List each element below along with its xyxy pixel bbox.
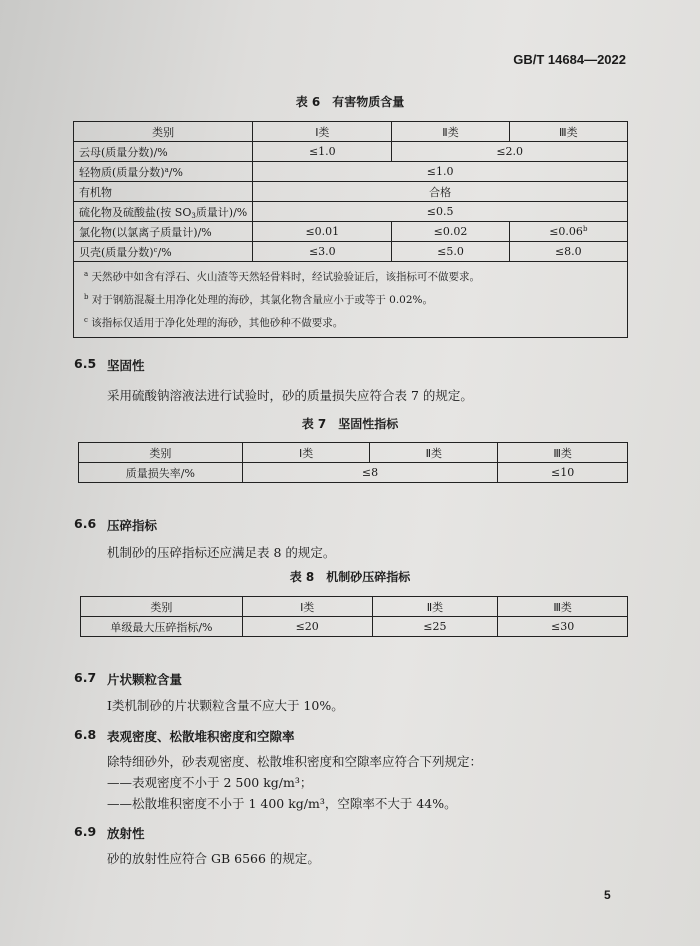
row-label-unit: /% [157,245,172,259]
note-text: 对于钢筋混凝土用净化处理的海砂，其氯化物含量应小于或等于 0.02%。 [91,294,434,306]
table6-notes [74,262,628,338]
section-6-9-title: 放射性 [107,826,145,841]
table-row [79,463,628,483]
table6-header-class3: Ⅲ类 [509,122,627,142]
cell-value: ≤20 [242,617,372,637]
row-label [74,242,253,262]
table6 [73,121,628,338]
table6-header-category: 类别 [74,122,253,142]
note-text: 天然砂中如含有浮石、火山渣等天然轻骨料时，经试验验证后，该指标可不做要求。 [91,271,481,283]
row-label-text: 轻物质(质量分数) [79,165,165,179]
cell-value: ≤0.5 [253,202,628,222]
table7-header-class3: Ⅲ类 [498,443,628,463]
standard-code: GB/T 14684—2022 [513,52,626,67]
table8-header-category: 类别 [81,597,243,617]
footnote-mark: c [84,316,88,324]
table7-header-row [79,443,628,463]
row-label: 单级最大压碎指标/% [81,617,243,637]
section-6-7-number: 6.7 [74,670,97,685]
row-label [74,162,253,182]
footnote-mark: a [84,270,89,278]
cell-value [509,222,627,242]
table-row [74,162,628,182]
cell-value: ≤8.0 [509,242,627,262]
section-6-8-text: 除特细砂外，砂表观密度、松散堆积密度和空隙率应符合下列规定： [107,754,483,769]
subscript: 3 [191,211,196,220]
table-note [84,287,617,310]
table8 [80,596,628,637]
table7 [78,442,628,483]
cell-value-text: ≤0.06 [549,225,583,238]
row-label-unit: /% [168,165,183,179]
row-label: 质量损失率/% [79,463,243,483]
table8-header-row [81,597,628,617]
table-row [74,242,628,262]
cell-value: 合格 [253,182,628,202]
table8-caption: 表 8 机制砂压碎指标 [289,570,411,584]
section-6-8-title: 表观密度、松散堆积密度和空隙率 [107,729,295,744]
cell-value: ≤30 [498,617,628,637]
cell-value: ≤1.0 [253,162,628,182]
cell-value: ≤25 [372,617,498,637]
cell-value: ≤3.0 [253,242,392,262]
page-number: 5 [604,888,611,902]
section-6-5-title: 坚固性 [107,358,145,373]
table-row [74,142,628,162]
cell-value: ≤5.0 [392,242,509,262]
cell-value: ≤8 [242,463,497,483]
section-6-7-text: Ⅰ类机制砂的片状颗粒含量不应大于 10%。 [107,698,344,713]
section-6-9-number: 6.9 [74,824,97,839]
table-row [74,222,628,242]
section-6-6-text: 机制砂的压碎指标还应满足表 8 的规定。 [107,545,336,560]
cell-value: ≤10 [498,463,628,483]
table-row [74,202,628,222]
table6-header-class2: Ⅱ类 [392,122,509,142]
section-6-6-title: 压碎指标 [107,518,158,533]
row-label: 有机物 [74,182,253,202]
section-6-5-text: 采用硫酸钠溶液法进行试验时，砂的质量损失应符合表 7 的规定。 [107,388,473,403]
table7-header-class2: Ⅱ类 [370,443,498,463]
table7-caption: 表 7 坚固性指标 [301,417,399,431]
row-label [74,202,253,222]
table6-header-row [74,122,628,142]
footnote-mark: c [153,245,158,254]
table6-notes-row [74,262,628,338]
table-row [81,617,628,637]
section-6-9-text: 砂的放射性应符合 GB 6566 的规定。 [107,851,320,866]
section-6-8-number: 6.8 [74,727,97,742]
row-label: 氯化物(以氯离子质量计)/% [74,222,253,242]
table-note [84,264,617,287]
table6-caption: 表 6 有害物质含量 [295,95,405,109]
table7-header-class1: Ⅰ类 [242,443,370,463]
row-label-text: 贝壳(质量分数) [79,245,154,259]
table7-header-category: 类别 [79,443,243,463]
row-label-unit: 质量计)/% [195,205,248,219]
footnote-mark: a [164,165,169,174]
table-note [84,310,617,333]
table8-header-class1: Ⅰ类 [242,597,372,617]
row-label-text: 硫化物及硫酸盐(按 SO [79,205,192,219]
table8-header-class3: Ⅲ类 [498,597,628,617]
cell-value: ≤2.0 [392,142,628,162]
table8-header-class2: Ⅱ类 [372,597,498,617]
note-text: 该指标仅适用于净化处理的海砂，其他砂种不做要求。 [91,317,344,329]
list-item: ——松散堆积密度不小于 1 400 kg/m³，空隙率不大于 44%。 [107,796,457,811]
cell-value: ≤1.0 [253,142,392,162]
table-row [74,182,628,202]
section-6-5-number: 6.5 [74,356,97,371]
cell-value: ≤0.01 [253,222,392,242]
section-6-7-title: 片状颗粒含量 [107,672,183,687]
row-label: 云母(质量分数)/% [74,142,253,162]
footnote-mark: b [84,293,89,301]
cell-value: ≤0.02 [392,222,509,242]
section-6-6-number: 6.6 [74,516,97,531]
footnote-mark: b [582,225,588,233]
table6-header-class1: Ⅰ类 [253,122,392,142]
list-item: ——表观密度不小于 2 500 kg/m³； [107,775,313,790]
